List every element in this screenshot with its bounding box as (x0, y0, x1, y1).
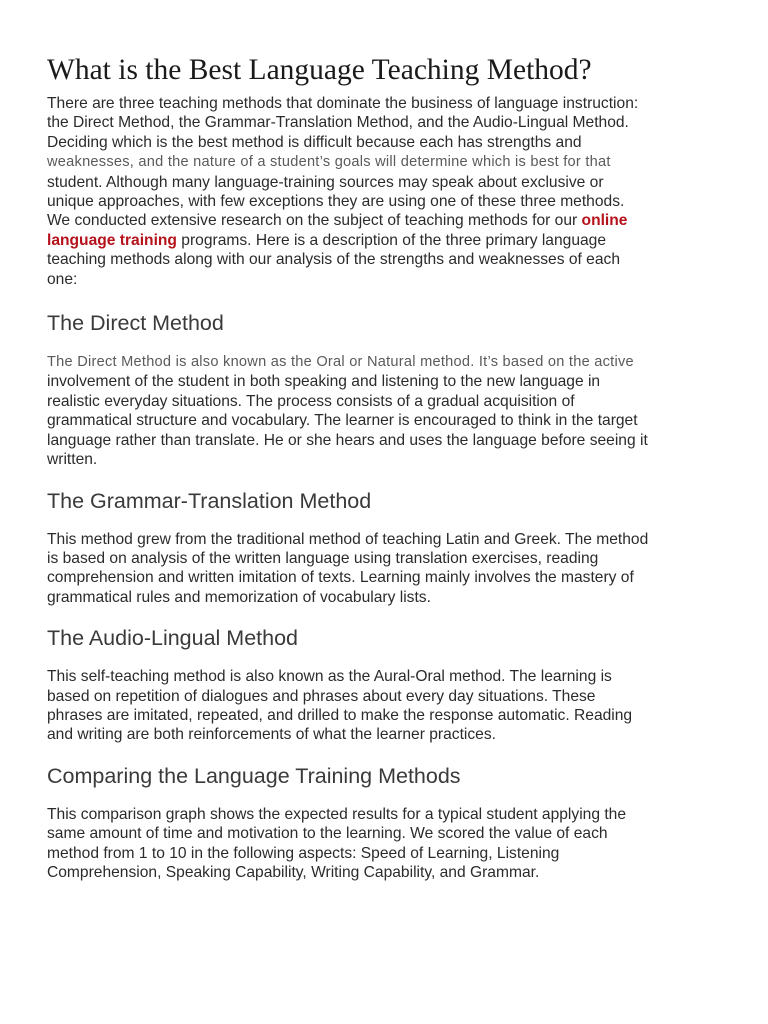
section-paragraph (47, 352, 737, 469)
section-audio-lingual-method (47, 625, 737, 745)
paragraph-line: based on repetition of dialogues and phrases about every day situations. These (47, 687, 596, 705)
section-grammar-translation-method (47, 488, 737, 608)
section-heading: Comparing the Language Training Methods (47, 763, 461, 788)
intro-line: Deciding which is the best method is difficult because each has strengths and (47, 133, 582, 151)
section-heading: The Direct Method (47, 311, 224, 336)
intro-paragraph (47, 94, 737, 289)
section-paragraph (47, 667, 737, 745)
online-language-training-link[interactable]: online (581, 212, 628, 230)
paragraph-line: method from 1 to 10 in the following aspects: Speed of Learning, Listening (47, 844, 560, 862)
paragraph-line: comprehension and written imitation of texts. Learning mainly involves the mastery of (47, 569, 634, 587)
intro-line: There are three teaching methods that dominate the business of language instruction: (47, 95, 639, 112)
paragraph-line: written. (47, 451, 98, 469)
intro-line: unique approaches, with few exceptions they are using one of these three methods. (47, 193, 625, 211)
paragraph-line: This self-teaching method is also known as the Aural-Oral method. The learning is (47, 668, 612, 686)
section-comparing-methods (47, 763, 737, 883)
intro-line: weaknesses, and the nature of a student’s goals will determine which is best for that (47, 154, 611, 171)
page-title: What is the Best Language Teaching Method? (47, 54, 592, 86)
paragraph-line: and writing are both reinforcements of what the learner practices. (47, 726, 496, 744)
paragraph-line: This comparison graph shows the expected results for a typical student applying the (47, 805, 627, 823)
intro-line: one: (47, 270, 78, 288)
section-paragraph (47, 530, 737, 608)
section-heading: The Audio-Lingual Method (47, 626, 299, 651)
section-heading: The Grammar-Translation Method (47, 488, 372, 513)
online-language-training-link[interactable]: language training (47, 231, 177, 249)
intro-line: programs. Here is a description of the three primary language (176, 231, 607, 249)
paragraph-line: This method grew from the traditional method of teaching Latin and Greek. The method (47, 530, 649, 548)
paragraph-line: grammatical structure and vocabulary. The learner is encouraged to think in the target (47, 412, 638, 430)
paragraph-line: involvement of the student in both speaking and listening to the new language in (47, 373, 601, 391)
intro-line: teaching methods along with our analysis of the strengths and weaknesses of each (47, 251, 620, 269)
intro-line: We conducted extensive research on the subject of teaching methods for our (47, 212, 582, 230)
paragraph-line: language rather than translate. He or she hears and uses the language before seeing it (47, 431, 648, 449)
section-direct-method (47, 310, 737, 469)
paragraph-line: realistic everyday situations. The process consists of a gradual acquisition of (47, 392, 575, 410)
paragraph-line: phrases are imitated, repeated, and drilled to make the response automatic. Reading (47, 706, 633, 724)
paragraph-line: Comprehension, Speaking Capability, Writing Capability, and Grammar. (47, 863, 540, 881)
section-paragraph (47, 805, 737, 883)
paragraph-line: is based on analysis of the written language using translation exercises, reading (47, 549, 599, 567)
paragraph-line: grammatical rules and memorization of vocabulary lists. (47, 588, 431, 606)
intro-line: the Direct Method, the Grammar-Translation Method, and the Audio-Lingual Method. (47, 114, 629, 132)
paragraph-line: same amount of time and motivation to the learning. We scored the value of each (47, 825, 608, 843)
intro-line: student. Although many language-training sources may speak about exclusive or (47, 173, 604, 191)
paragraph-line: The Direct Method is also known as the Oral or Natural method. It’s based on the active (47, 354, 634, 371)
document-page (47, 52, 737, 882)
